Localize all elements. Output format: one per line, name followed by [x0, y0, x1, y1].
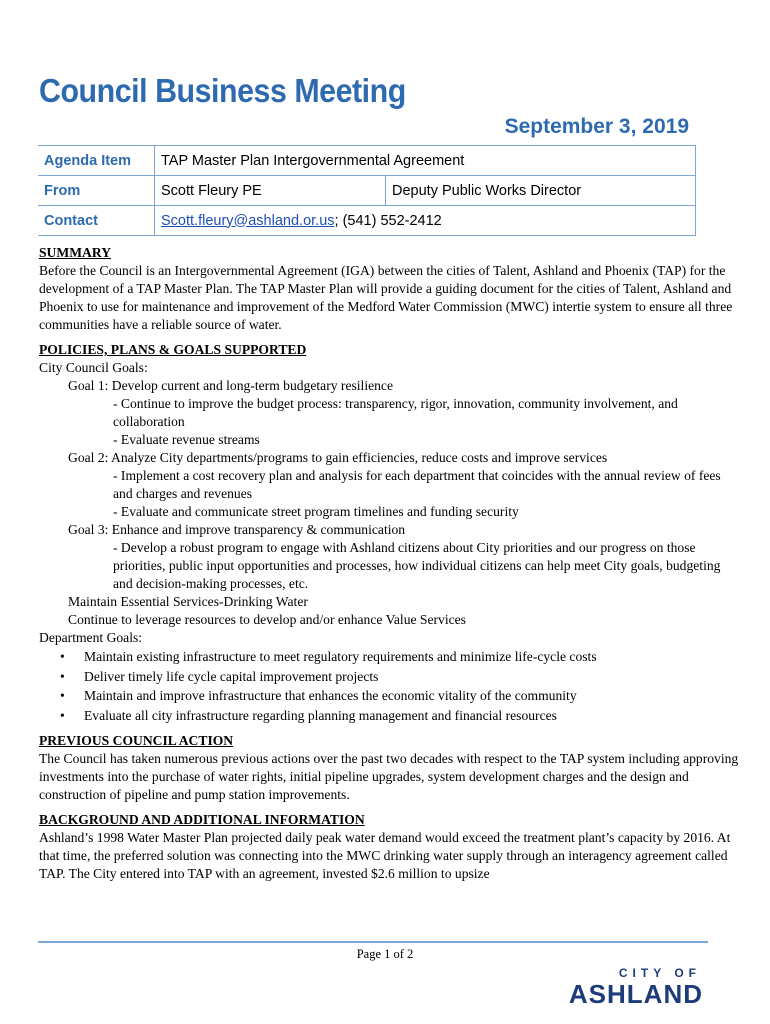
goal-1: Goal 1: Develop current and long-term budgetary resilience	[68, 378, 393, 393]
page-title: Council Business Meeting	[39, 72, 406, 109]
department-goal-text: Maintain existing infrastructure to meet regulatory requirements and minimize life-cycle costs	[84, 649, 597, 664]
goal-3: Goal 3: Enhance and improve transparency & communication	[68, 522, 406, 537]
value-services: Continue to leverage resources to develop and/or enhance Value Services	[68, 612, 466, 627]
contact-value	[155, 206, 696, 236]
footer-divider	[38, 941, 708, 943]
list-item	[39, 706, 739, 726]
city-of-ashland-logo	[535, 963, 705, 1013]
summary-text: Before the Council is an Intergovernmental Agreement (IGA) between the cities of Talent, Ashland and Phoenix (TAP) for the development of a TAP Master Plan. The TAP Master Plan will provide a guiding document for the cities of Talent, Ashland and Phoenix to use for maintenance and improvement of the Medford Water Commission (MWC) intertie system to ensure all three communities have a reliable source of water.	[39, 263, 733, 332]
bullet-icon: •	[60, 707, 65, 723]
goal-2-item: - Evaluate and communicate street program timelines and funding security	[113, 504, 519, 519]
bullet-icon: •	[60, 688, 65, 703]
previous-action-heading: PREVIOUS COUNCIL ACTION	[39, 733, 234, 748]
department-goals-list	[39, 647, 739, 725]
bullet-icon: •	[60, 649, 65, 664]
list-item	[39, 686, 739, 706]
goal-1-item: - Continue to improve the budget process: transparency, rigor, innovation, community involvement, and collaboration	[113, 396, 678, 429]
summary-heading: SUMMARY	[39, 245, 112, 260]
agenda-item-value: TAP Master Plan Intergovernmental Agreement	[155, 146, 696, 176]
meeting-date: September 3, 2019	[504, 115, 689, 138]
essential-services: Maintain Essential Services-Drinking Water	[68, 594, 308, 609]
agenda-info-table	[38, 145, 696, 236]
department-goal-text: Maintain and improve infrastructure that enhances the economic vitality of the community	[84, 688, 577, 703]
contact-label: Contact	[38, 206, 155, 236]
from-label: From	[38, 176, 155, 206]
report-body	[39, 244, 739, 890]
policies-section	[39, 341, 739, 725]
background-text: Ashland’s 1998 Water Master Plan projected daily peak water demand would exceed the treatment plant’s capacity by 2016. At that time, the preferred solution was connecting into the MWC drinking water supply through an interagency agreement called TAP. The City entered into TAP with an agreement, invested $2.6 million to upsize	[39, 830, 731, 881]
contact-phone: ; (541) 552-2412	[334, 212, 442, 229]
list-item	[39, 647, 739, 667]
contact-email-link[interactable]: Scott.fleury@ashland.or.us	[161, 212, 335, 229]
from-name: Scott Fleury PE	[155, 176, 386, 206]
goal-2-item: - Implement a cost recovery plan and analysis for each department that coincides with the annual review of fees and charges and revenues	[113, 468, 721, 501]
previous-action-section	[39, 732, 739, 804]
from-row	[38, 176, 696, 206]
background-section	[39, 811, 739, 883]
city-goals-label: City Council Goals:	[39, 360, 148, 375]
department-goals-label: Department Goals:	[39, 630, 143, 645]
page-number: Page 1 of 2	[356, 947, 414, 961]
summary-section	[39, 244, 739, 334]
list-item	[39, 667, 739, 687]
goal-3-item: - Develop a robust program to engage with Ashland citizens about City priorities and our progress on those priorities, public input opportunities and processes, how individual citizens can help meet City goals, budgeting and decision-making processes, etc.	[113, 540, 721, 591]
bullet-icon: •	[60, 668, 65, 684]
from-title: Deputy Public Works Director	[386, 176, 696, 206]
previous-action-text: The Council has taken numerous previous actions over the past two decades with respect to the TAP system including approving investments into the purchase of water rights, initial pipeline upgrades, system development charges and the design and construction of pipeline and pump station improvements.	[39, 751, 739, 802]
agenda-item-label: Agenda Item	[38, 146, 155, 176]
contact-row	[38, 206, 696, 236]
logo-ashland-text: ASHLAND	[568, 979, 703, 1009]
goal-2: Goal 2: Analyze City departments/programs to gain efficiencies, reduce costs and improve services	[68, 450, 608, 465]
goal-1-item: - Evaluate revenue streams	[113, 432, 260, 447]
department-goal-text: Deliver timely life cycle capital improvement projects	[84, 668, 379, 684]
logo-city-of-text: CITY OF	[618, 966, 701, 980]
department-goal-text: Evaluate all city infrastructure regarding planning management and financial resources	[84, 707, 557, 723]
policies-heading: POLICIES, PLANS & GOALS SUPPORTED	[39, 342, 307, 357]
agenda-item-row	[38, 146, 696, 176]
background-heading: BACKGROUND AND ADDITIONAL INFORMATION	[39, 812, 365, 827]
